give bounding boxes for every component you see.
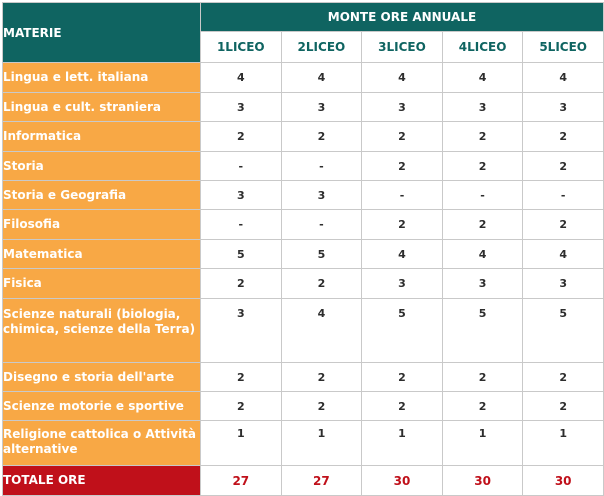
table-row xyxy=(3,392,604,421)
hours-cell: 1 xyxy=(362,421,443,466)
hours-cell: 2 xyxy=(201,122,282,152)
table-row xyxy=(3,421,604,466)
subject-label: Scienze naturali (biologia, chimica, scienze della Terra) xyxy=(3,299,201,363)
subject-label: Lingua e cult. straniera xyxy=(3,93,201,122)
hours-cell: - xyxy=(201,210,282,240)
total-cell: 27 xyxy=(201,466,282,496)
hours-cell: 2 xyxy=(362,363,443,392)
table-row xyxy=(3,299,604,363)
hours-cell: 3 xyxy=(281,93,362,122)
subject-label: Fisica xyxy=(3,269,201,299)
hours-cell: 3 xyxy=(523,269,604,299)
hours-cell: 3 xyxy=(362,93,443,122)
hours-cell: 2 xyxy=(523,363,604,392)
table-row xyxy=(3,122,604,152)
hours-cell: 4 xyxy=(281,63,362,93)
table-row xyxy=(3,63,604,93)
subject-label: Scienze motorie e sportive xyxy=(3,392,201,421)
hours-cell: 3 xyxy=(362,269,443,299)
hours-cell: - xyxy=(281,210,362,240)
hours-cell: 4 xyxy=(362,240,443,269)
subject-column-header: MATERIE xyxy=(3,3,201,63)
hours-cell: 2 xyxy=(523,122,604,152)
hours-cell: 4 xyxy=(201,63,282,93)
hours-cell: 5 xyxy=(281,240,362,269)
hours-cell: 4 xyxy=(523,63,604,93)
hours-cell: 4 xyxy=(442,63,523,93)
subject-label: Lingua e lett. italiana xyxy=(3,63,201,93)
year-header-1: 1LICEO xyxy=(201,32,282,63)
hours-cell: 5 xyxy=(201,240,282,269)
hours-cell: 2 xyxy=(523,152,604,181)
hours-cell: 2 xyxy=(523,392,604,421)
year-header-2: 2LICEO xyxy=(281,32,362,63)
hours-cell: 2 xyxy=(523,210,604,240)
table-row xyxy=(3,269,604,299)
subject-label: Matematica xyxy=(3,240,201,269)
hours-cell: 3 xyxy=(442,93,523,122)
total-cell: 30 xyxy=(362,466,443,496)
hours-cell: 2 xyxy=(442,152,523,181)
hours-cell: 4 xyxy=(362,63,443,93)
hours-cell: 2 xyxy=(281,122,362,152)
hours-cell: 2 xyxy=(362,210,443,240)
hours-cell: - xyxy=(442,181,523,210)
hours-cell: 3 xyxy=(201,299,282,363)
hours-cell: 2 xyxy=(442,122,523,152)
subject-label: Filosofia xyxy=(3,210,201,240)
hours-cell: 2 xyxy=(442,210,523,240)
hours-cell: 4 xyxy=(523,240,604,269)
subject-label: Storia xyxy=(3,152,201,181)
table-row xyxy=(3,363,604,392)
table-row xyxy=(3,210,604,240)
subject-label: Religione cattolica o Attività alternative xyxy=(3,421,201,466)
hours-cell: 1 xyxy=(281,421,362,466)
year-header-3: 3LICEO xyxy=(362,32,443,63)
year-header-5: 5LICEO xyxy=(523,32,604,63)
hours-table xyxy=(2,2,604,496)
hours-cell: 5 xyxy=(442,299,523,363)
hours-cell: - xyxy=(523,181,604,210)
hours-cell: 2 xyxy=(281,363,362,392)
hours-cell: 2 xyxy=(201,363,282,392)
hours-cell: 4 xyxy=(281,299,362,363)
hours-cell: 1 xyxy=(442,421,523,466)
hours-cell: 5 xyxy=(362,299,443,363)
hours-cell: 2 xyxy=(281,269,362,299)
hours-cell: 3 xyxy=(523,93,604,122)
hours-cell: 3 xyxy=(442,269,523,299)
hours-cell: 3 xyxy=(201,181,282,210)
hours-cell: - xyxy=(201,152,282,181)
hours-cell: 2 xyxy=(281,392,362,421)
annual-hours-header: MONTE ORE ANNUALE xyxy=(201,3,604,32)
hours-cell: - xyxy=(281,152,362,181)
hours-cell: 2 xyxy=(442,363,523,392)
total-cell: 30 xyxy=(442,466,523,496)
hours-cell: 1 xyxy=(523,421,604,466)
hours-cell: 1 xyxy=(201,421,282,466)
total-cell: 27 xyxy=(281,466,362,496)
table-row xyxy=(3,152,604,181)
subject-label: Informatica xyxy=(3,122,201,152)
hours-cell: 2 xyxy=(362,152,443,181)
table-row xyxy=(3,240,604,269)
subject-label: Disegno e storia dell'arte xyxy=(3,363,201,392)
table-row xyxy=(3,181,604,210)
hours-cell: 2 xyxy=(442,392,523,421)
hours-cell: 5 xyxy=(523,299,604,363)
total-label: TOTALE ORE xyxy=(3,466,201,496)
hours-cell: 2 xyxy=(201,392,282,421)
hours-cell: 4 xyxy=(442,240,523,269)
total-row xyxy=(3,466,604,496)
year-header-4: 4LICEO xyxy=(442,32,523,63)
hours-cell: 2 xyxy=(362,392,443,421)
hours-cell: 2 xyxy=(201,269,282,299)
hours-cell: 2 xyxy=(362,122,443,152)
total-cell: 30 xyxy=(523,466,604,496)
table-row xyxy=(3,93,604,122)
subject-label: Storia e Geografia xyxy=(3,181,201,210)
hours-cell: 3 xyxy=(201,93,282,122)
hours-cell: - xyxy=(362,181,443,210)
hours-cell: 3 xyxy=(281,181,362,210)
